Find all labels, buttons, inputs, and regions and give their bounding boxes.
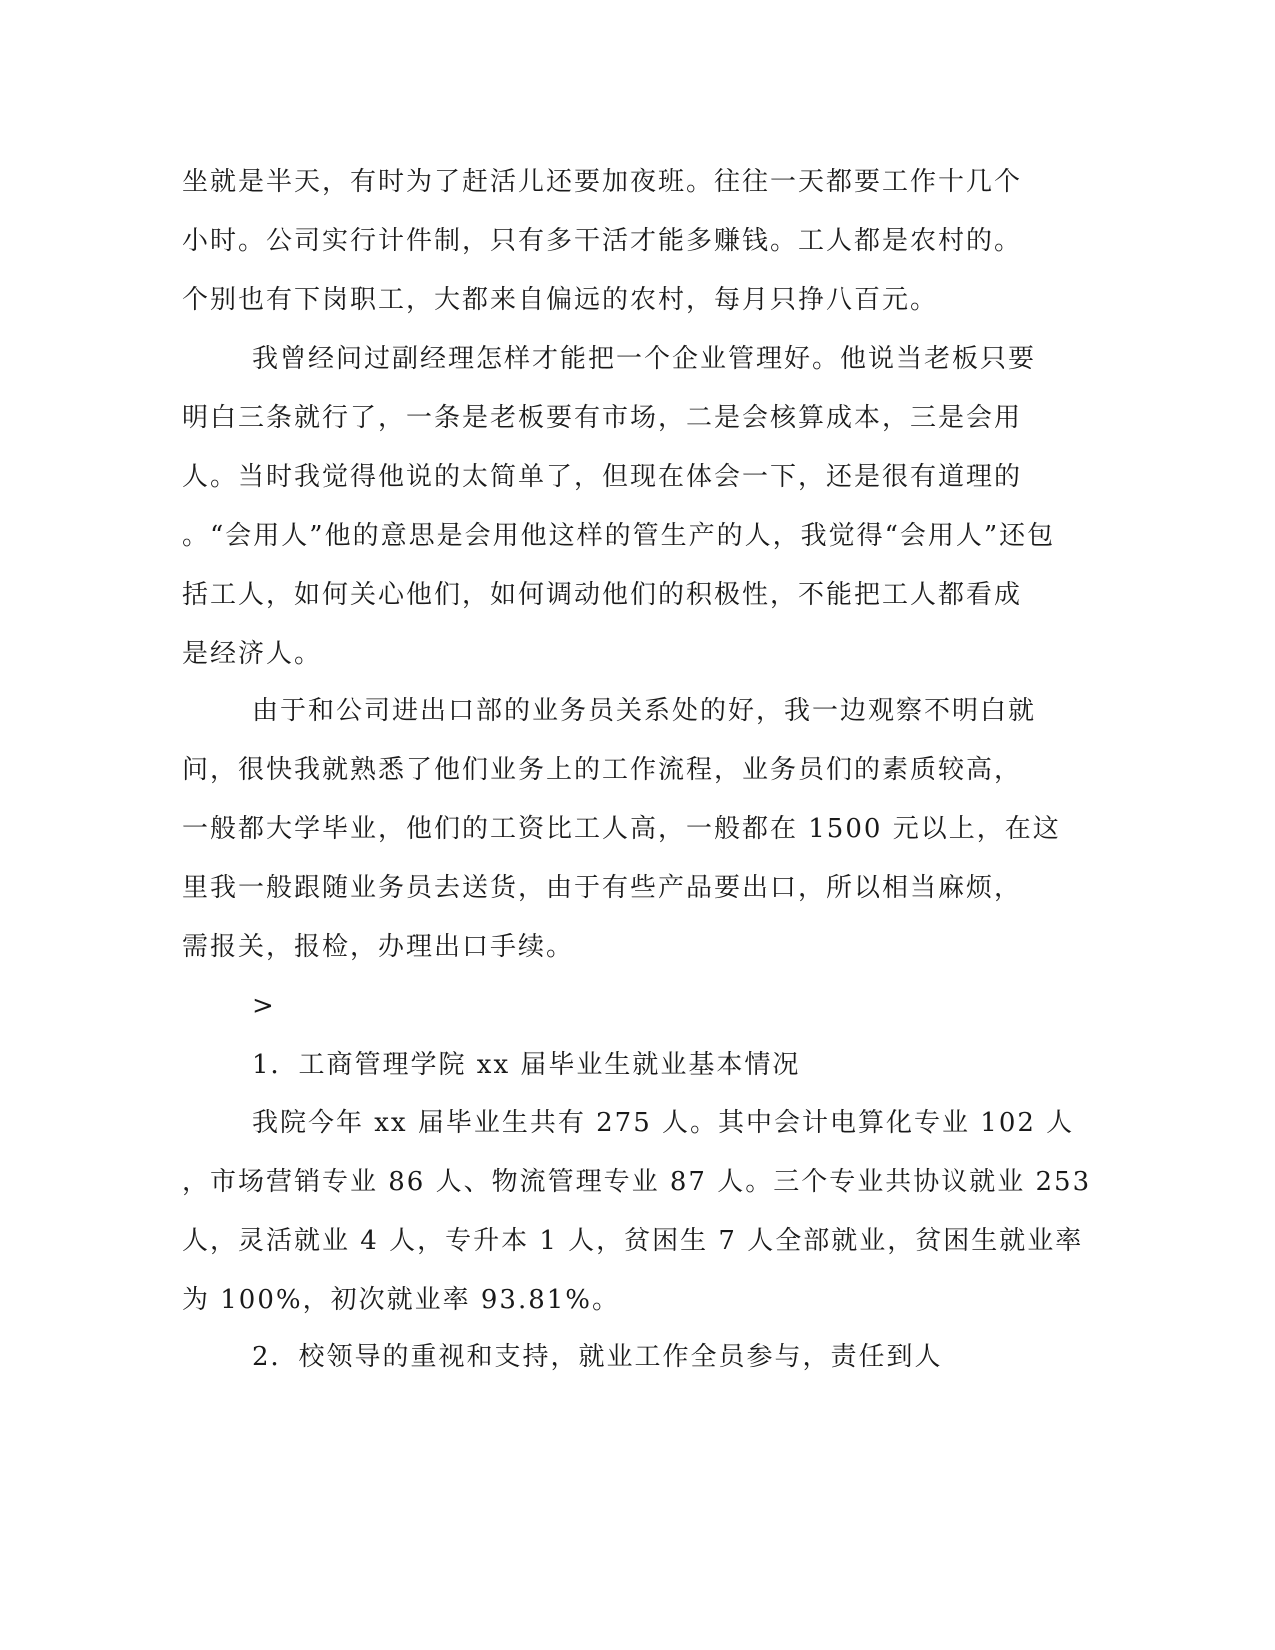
paragraph-first-line: 我院今年 xx 届毕业生共有 275 人。其中会计电算化专业 102 人 <box>252 1108 1075 1138</box>
body-text-line: 问，很快我就熟悉了他们业务上的工作流程，业务员们的素质较高， <box>182 755 1023 785</box>
body-text-line: 是经济人。 <box>182 639 323 669</box>
section-heading: 2．校领导的重视和支持，就业工作全员参与，责任到人 <box>252 1342 943 1372</box>
body-text-line: 坐就是半天，有时为了赶活儿还要加夜班。往往一天都要工作十几个 <box>182 167 1023 197</box>
section-heading: 1．工商管理学院 xx 届毕业生就业基本情况 <box>252 1050 801 1080</box>
body-text-line: 人，灵活就业 4 人，专升本 1 人，贫困生 7 人全部就业，贫困生就业率 <box>182 1226 1084 1256</box>
paragraph-first-line: 我曾经问过副经理怎样才能把一个企业管理好。他说当老板只要 <box>252 344 1037 374</box>
body-text-line: 。“会用人”他的意思是会用他这样的管生产的人，我觉得“会用人”还包 <box>182 521 1056 551</box>
body-text-line: 小时。公司实行计件制，只有多干活才能多赚钱。工人都是农村的。 <box>182 226 1023 256</box>
body-text-line: 个别也有下岗职工，大都来自偏远的农村，每月只挣八百元。 <box>182 285 939 315</box>
separator-mark: > <box>252 991 276 1021</box>
body-text-line: 为 100%，初次就业率 93.81%。 <box>182 1285 620 1315</box>
body-text-line: 一般都大学毕业，他们的工资比工人高，一般都在 1500 元以上，在这 <box>182 814 1061 844</box>
paragraph-first-line: 由于和公司进出口部的业务员关系处的好，我一边观察不明白就 <box>252 696 1037 726</box>
body-text-line: 括工人，如何关心他们，如何调动他们的积极性，不能把工人都看成 <box>182 580 1023 610</box>
body-text-line: 需报关，报检，办理出口手续。 <box>182 932 575 962</box>
body-text-line: ，市场营销专业 86 人、物流管理专业 87 人。三个专业共协议就业 253 <box>182 1167 1092 1197</box>
body-text-line: 里我一般跟随业务员去送货，由于有些产品要出口，所以相当麻烦， <box>182 873 1023 903</box>
body-text-line: 人。当时我觉得他说的太简单了，但现在体会一下，还是很有道理的 <box>182 462 1023 492</box>
body-text-line: 明白三条就行了，一条是老板要有市场，二是会核算成本，三是会用 <box>182 403 1023 433</box>
